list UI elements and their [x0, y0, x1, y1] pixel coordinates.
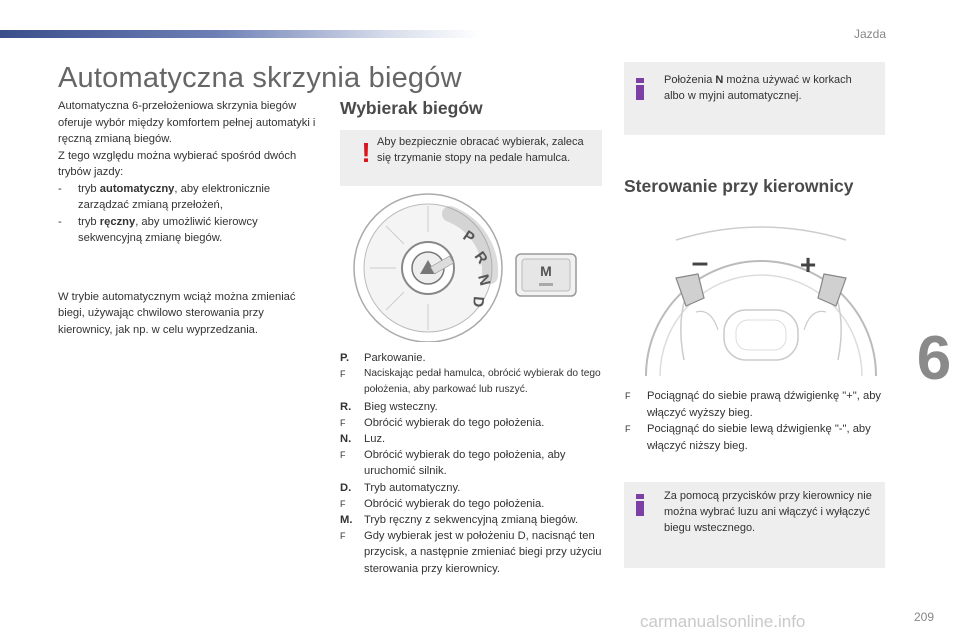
list-item: P. Parkowanie.	[340, 352, 426, 364]
steering-heading: Sterowanie przy kierownicy	[624, 176, 854, 196]
minus-paddle-label: –	[691, 246, 709, 279]
section-label: Jazda	[853, 27, 886, 41]
gear-selector-illustration	[350, 192, 620, 342]
warning-box	[340, 130, 602, 186]
warning-icon: !	[361, 137, 371, 168]
steering-wheel-illustration	[636, 220, 886, 376]
list-item: - tryb automatyczny, aby elektronicznie zarządzać zmianą przełożeń,	[58, 182, 271, 211]
dial-letter-n: N	[474, 272, 494, 288]
chapter-tab: 6	[908, 320, 960, 398]
arrow-bullet-icon: F	[340, 417, 346, 428]
list-item: M. Tryb ręczny z sekwencyjną zmianą biegów.	[340, 514, 579, 527]
list-item: F Obrócić wybierak do tego położenia.	[340, 496, 610, 512]
list-item: F Pociągnąć do siebie lewą dźwigienkę "-", aby włączyć niższy bieg.	[625, 423, 871, 452]
plus-paddle-label: +	[799, 249, 817, 280]
list-item: F Obrócić wybierak do tego położenia, aby uruchomić silnik.	[340, 449, 566, 478]
watermark: carmanualsonline.info	[640, 612, 806, 631]
info-box-steering	[624, 482, 885, 568]
header-gradient-bar	[0, 30, 480, 38]
manual-button-label: M	[540, 263, 552, 279]
info-text: Za pomocą przycisków przy kierownicy nie można wybrać luzu ani włączyć i wyłączyć biegu wstecznego.	[664, 490, 872, 534]
arrow-bullet-icon: F	[340, 498, 346, 509]
info-text: Położenia N można używać w korkach albo w myjni automatycznej.	[664, 74, 852, 102]
intro-paragraph-3: W trybie automatycznym wciąż można zmieniać biegi, używając chwilowo sterowania przy kierownicy, jak np. w celu wyprzedzania.	[58, 290, 296, 336]
selector-legend	[340, 350, 610, 577]
page-number: 209	[913, 610, 934, 624]
dial-letter-d: D	[469, 295, 487, 308]
info-box-neutral	[624, 62, 885, 135]
intro-paragraph-1: Automatyczna 6-przełożeniowa skrzynia biegów oferuje wybór między komfortem pełnej automatyki i ręczną zmianą biegów.	[58, 100, 316, 145]
dial-letter-r: R	[470, 248, 491, 268]
steering-bullets	[625, 388, 895, 454]
list-item: F Naciskając pedał hamulca, obrócić wybierak do tego położenia, aby parkować lub ruszyć.	[340, 368, 601, 396]
list-item: - tryb ręczny, aby umożliwić kierowcy sekwencyjną zmianę biegów.	[58, 215, 258, 244]
page-title: Automatyczna skrzynia biegów	[58, 62, 462, 94]
arrow-bullet-icon: F	[340, 531, 346, 542]
arrow-bullet-icon: F	[340, 369, 346, 380]
intro-column	[58, 98, 320, 338]
info-icon	[636, 78, 645, 100]
warning-text: Aby bezpiecznie obracać wybierak, zaleca się trzymanie stopy na pedale hamulca.	[377, 136, 584, 164]
list-item: D. Tryb automatyczny.	[340, 481, 461, 494]
intro-paragraph-2: Z tego względu można wybierać spośród dwóch trybów jazdy:	[58, 149, 297, 178]
list-item: F Obrócić wybierak do tego położenia.	[340, 415, 610, 431]
arrow-bullet-icon: F	[625, 424, 631, 434]
arrow-bullet-icon: F	[625, 391, 631, 401]
list-item: F Pociągnąć do siebie prawą dźwigienkę "+", aby włączyć wyższy bieg.	[625, 390, 882, 419]
selector-heading: Wybierak biegów	[340, 98, 483, 118]
arrow-bullet-icon: F	[340, 450, 346, 461]
info-icon	[636, 494, 645, 516]
list-item: F Gdy wybierak jest w położeniu D, nacisnąć ten przycisk, a następnie zmieniać biegi przy użyciu sterowania przy kierownicy.	[340, 530, 602, 575]
dial-letter-p: P	[459, 227, 478, 248]
list-item: N. Luz.	[340, 433, 386, 446]
list-item: R. Bieg wsteczny.	[340, 400, 438, 413]
